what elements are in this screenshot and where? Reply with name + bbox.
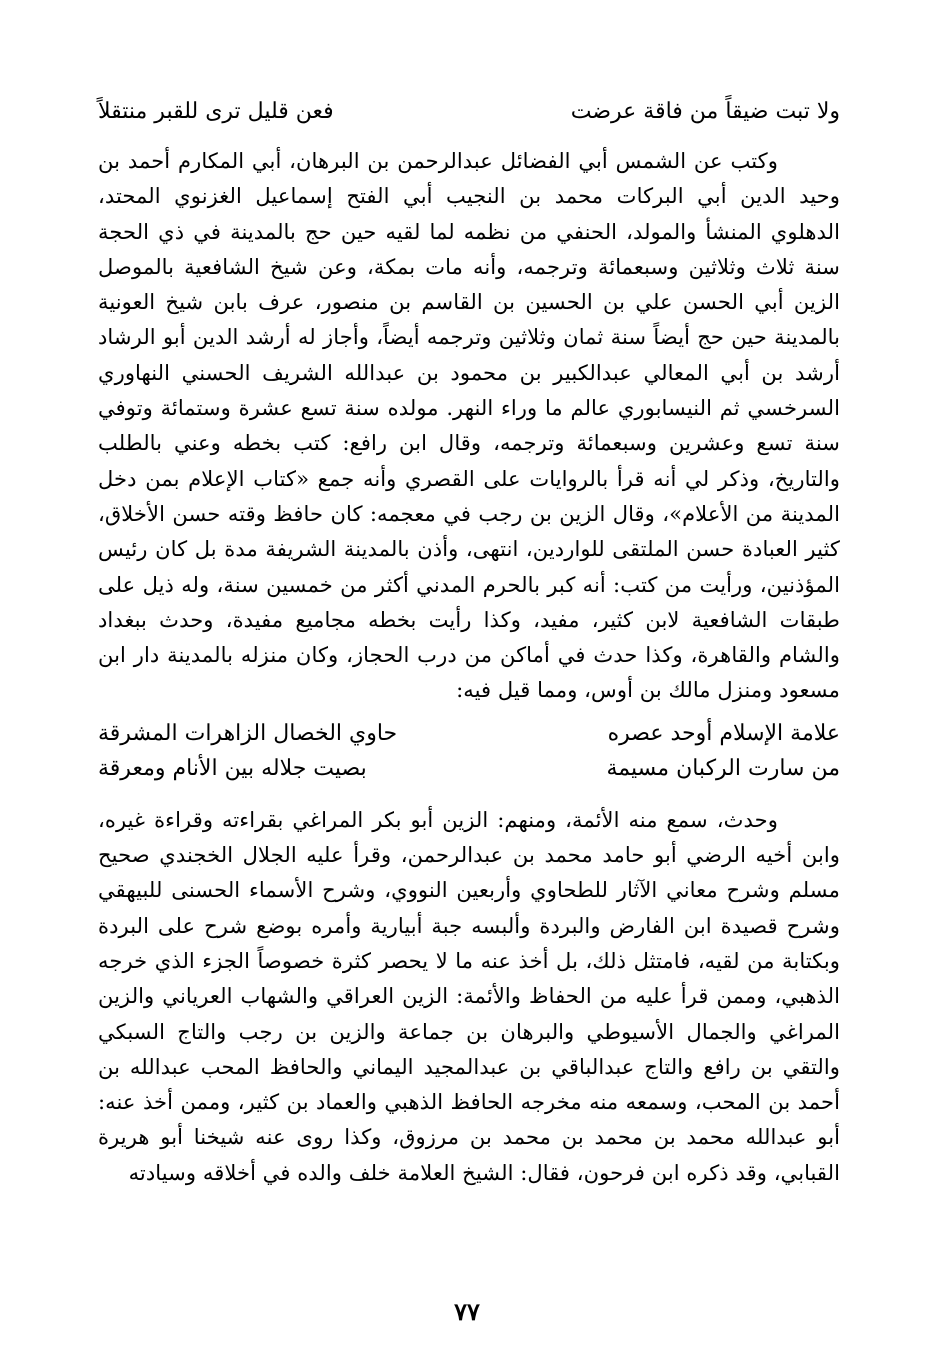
paragraph: وحدث، سمع منه الأئمة، ومنهم: الزين أبو بكر المراغي بقراءته وقراءة غيره، وابن أخيه الرضي أبو حامد محمد بن عبدالرحمن، وقرأ عليه الجلال الخجندي صحيح مسلم وشرح معاني الآثار للطحاوي وأربعين النووي، وشرح الأسماء الحسنى للبيهقي وشرح قصيدة ابن الفارض والبردة وألبسه جبة أبيارية وأمره بوضع شرح على البردة وبكتابة من لقيه، فامتثل ذلك، بل أخذ عنه ما لا يحصر كثرة خصوصاً الجزء الذي خرجه الذهبي، وممن قرأ عليه من الحفاظ والأئمة: الزين العراقي والشهاب العرياني والزين المراغي والجمال الأسيوطي والبرهان بن جماعة والزين بن رجب والتاج السبكي والتقي بن رافع والتاج عبدالباقي بن عبدالمجيد اليماني والحافظ المحب عبدالله بن أحمد بن المحب، وسمعه منه مخرجه الحافظ الذهبي والعماد بن كثير، وممن أخذ عنه: أبو عبدالله محمد بن محمد بن محمد بن مرزوق، وكذا روى عنه شيخنا أبو هريرة القبابي، وقد ذكره ابن فرحون، فقال: الشيخ العلامة خلف والده في أخلاقه وسيادته: [98, 806, 840, 1185]
verse-second-hemistich: حاوي الخصال الزاهرات المشرقة: [98, 720, 398, 746]
page-number: ٧٧: [454, 1297, 480, 1326]
paragraph: وكتب عن الشمس أبي الفضائل عبدالرحمن بن البرهان، أبي المكارم أحمد بن وحيد الدين أبي البركات محمد بن النجيب أبي الفتح إسماعيل الغزنوي المحتد، الدهلوي المنشأ والمولد، الحنفي من نظمه لما لقيه حين حج بالمدينة في ذي الحجة سنة ثلاث وثلاثين وسبعمائة وترجمه، وأنه مات بمكة، وعن شيخ الشافعية بالموصل الزين أبي الحسن علي بن الحسين بن القاسم بن منصور، عرف بابن شيخ العونية بالمدينة حين حج أيضاً سنة ثمان وثلاثين وترجمه أيضاً، وأجاز له أرشد الدين أبو الرشاد أرشد بن أبي المعالي عبدالكبير بن محمود بن عبدالله الشريف الحسني النهاوري السرخسي ثم النيسابوري عالم ما وراء النهر. مولده سنة تسع عشرة وستمائة وتوفي سنة تسع وعشرين وسبعمائة وترجمه، وقال ابن رافع: كتب بخطه وعني بالطلب والتاريخ، وذكر لي أنه قرأ بالروايات على القصري وأنه جمع «كتاب الإعلام بمن دخل المدينة من الأعلام»، وقال الزين بن رجب في معجمه: كان حافظ وقته حسن الأخلاق، كثير العبادة حسن الملتقى للواردين، انتهى، وأذن بالمدينة الشريفة مدة بل كان رئيس المؤذنين، ورأيت من كتب: أنه كبر بالحرم المدني أكثر من خمسين سنة، وله ذيل على طبقات الشافعية لابن كثير، مفيد، وكذا رأيت بخطه مجاميع مفيدة، وحدث ببغداد والشام والقاهرة، وكذا حدث في أماكن من درب الحجاز، وكان منزله بالمدينة دار ابن مسعود ومنزل مالك بن أوس، ومما قيل فيه:: [98, 148, 841, 703]
verse-first-hemistich: ولا تبت ضيقاً من فاقة عرضت: [570, 99, 840, 124]
page-body: [98, 88, 840, 1190]
verse-line: [98, 751, 840, 786]
verse-first-hemistich: علامة الإسلام أوحد عصره: [607, 720, 840, 746]
verse-second-hemistich: فعن قليل ترى للقبر منتقلاً: [98, 99, 334, 124]
verse-line: [98, 94, 840, 129]
verse-first-hemistich: من سارت الركبان مسيمة: [606, 755, 840, 781]
verse-line: [98, 716, 840, 751]
verse-second-hemistich: بصيت جلاله بين الأنام ومعرقة: [98, 755, 367, 781]
